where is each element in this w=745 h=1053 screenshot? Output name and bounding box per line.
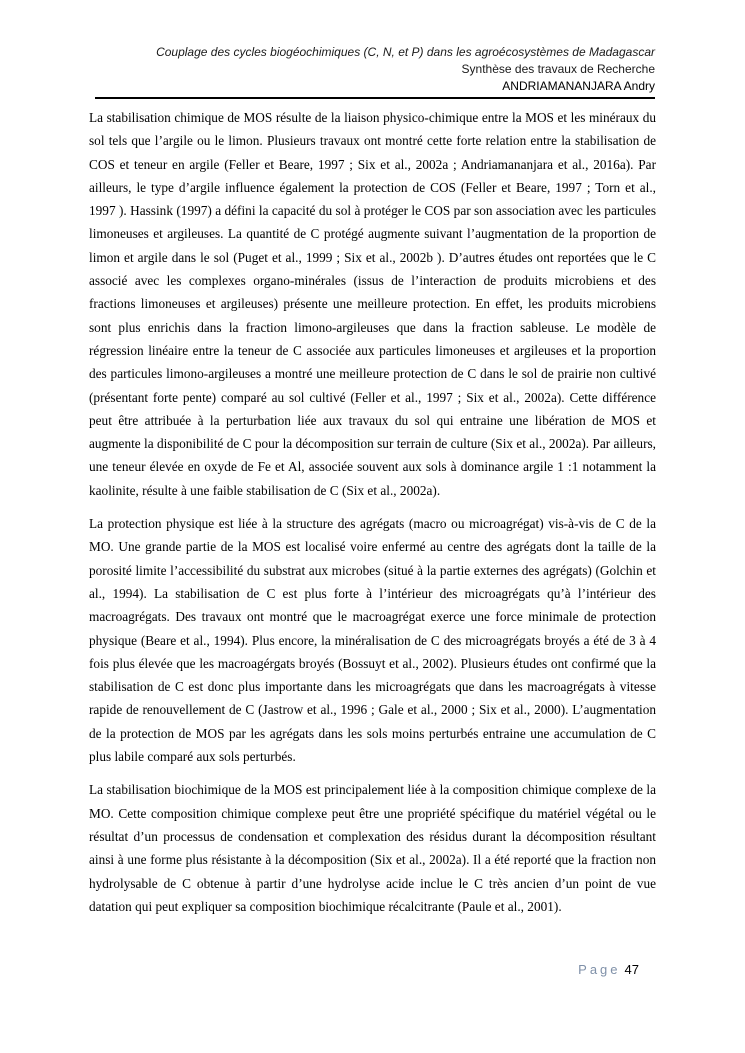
page-label: Page — [578, 962, 621, 977]
page-number: 47 — [624, 962, 639, 977]
header-subtitle: Synthèse des travaux de Recherche — [461, 62, 655, 76]
paragraph-physical-protection: La protection physique est liée à la structure des agrégats (macro ou microagrégat) vis-à-vis de C de la MO. Une grande partie de la MOS est localisé voire enfermé au centre des agrégats dont la taille de la porosité limite l’accessibilité du substrat aux microbes (situé à la partie externes des agrégats) (Golchin et al., 1994). La stabilisation de C est plus forte à l’intérieur des microagrégats qu’à l’intérieur des macroagrégats. Des travaux ont montré que le macroagrégat exerce une force minimale de protection physique (Beare et al., 1994). Plus encore, la minéralisation de C des microagrégats broyés a été de 3 à 4 fois plus élevée que les macroagérgats broyés (Bossuyt et al., 2002). Plusieurs études ont confirmé que la stabilisation de C est donc plus importante dans les microagrégats que dans les macroagrégats à vitesse rapide de renouvellement de C (Jastrow et al., 1996 ; Gale et al., 2000 ; Six et al., 2000). L’augmentation de la protection de MOS par les agrégats dans les sols moins perturbés entraine une accumulation de C plus labile comparé aux sols perturbés. — [89, 516, 656, 765]
page-header — [95, 44, 655, 95]
page-footer — [95, 962, 639, 977]
header-title: Couplage des cycles biogéochimiques (C, N, et P) dans les agroécosystèmes de Madagascar — [156, 45, 655, 59]
header-author: ANDRIAMANANJARA Andry — [502, 79, 655, 93]
document-body — [89, 106, 656, 928]
header-divider — [95, 97, 655, 99]
paragraph-chemical-stabilisation: La stabilisation chimique de MOS résulte de la liaison physico-chimique entre la MOS et les minéraux du sol tels que l’argile ou le limon. Plusieurs travaux ont montré cette forte relation entre la stabilisation de COS et teneur en argile (Feller et Beare, 1997 ; Six et al., 2002a ; Andriamananjara et al., 2016a). Par ailleurs, le type d’argile influence également la protection de COS (Feller et Beare, 1997 ; Torn et al., 1997 ). Hassink (1997) a défini la capacité du sol à protéger le COS par son association avec les particules limoneuses et argileuses. La quantité de C protégé augmente suivant l’augmentation de la proportion de limon et argile dans le sol (Puget et al., 1999 ; Six et al., 2002b ). D’autres études ont reportées que le C associé avec les complexes organo-minérales (issus de l’interaction de produits microbiens et des fractions limoneuses et argileuses) présente une meilleure protection. En effet, les produits microbiens sont plus enrichis dans la fraction limono-argileuses que dans la fraction sableuse. Le modèle de régression linéaire entre la teneur de C associée aux particules limoneuses et argileuses et la proportion des particules limono-argileuses a montré une meilleure protection de C dans le sol de prairie non cultivé (présentant forte pente) comparé au sol cultivé (Feller et al., 1997 ; Six et al., 2002a). Cette différence peut être attribuée à la perturbation liée aux travaux du sol qui entraine une libération de MOS et augmente la disponibilité de C pour la décomposition sur terrain de culture (Six et al., 2002a). Par ailleurs, une teneur élevée en oxyde de Fe et Al, associée souvent aux sols à dominance argile 1 :1 notamment la kaolinite, résulte à une faible stabilisation de C (Six et al., 2002a). — [89, 110, 656, 498]
paragraph-biochemical-stabilisation: La stabilisation biochimique de la MOS est principalement liée à la composition chimique complexe de la MO. Cette composition chimique complexe peut être une propriété spécifique du matériel végétal ou le résultat d’un processus de condensation et complexation des résidus durant la décomposition résultant ainsi à une forme plus résistante à la décomposition (Six et al., 2002a). Il a été reporté que la fraction non hydrolysable de C obtenue à partir d’une hydrolyse acide inclue le C très ancien d’un point de vue datation qui peut expliquer sa composition biochimique récalcitrante (Paule et al., 2001). — [89, 782, 656, 914]
